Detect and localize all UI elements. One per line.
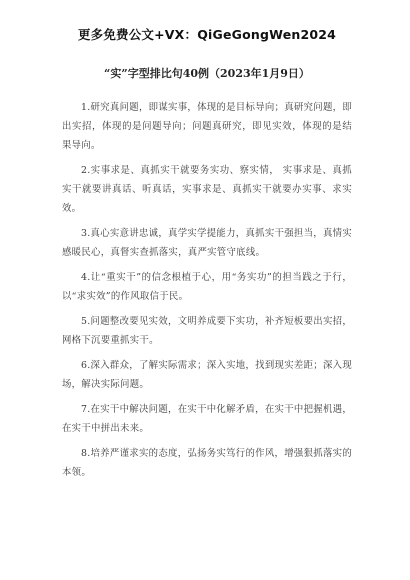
document-title: “实”字型排比句40例（2023年1月9日）: [104, 67, 310, 80]
header-banner: 更多免费公文+VX：QiGeGongWen2024: [77, 27, 337, 42]
list-item: 6.深入群众，了解实际需求；深入实地，找到现实差距；深入现场，解决实际问题。: [62, 360, 352, 390]
list-item: 8.培养严谨求实的态度，弘扬务实笃行的作风，增强狠抓落实的本领。: [62, 448, 352, 478]
list-item: 3.真心实意讲忠诚，真学实学提能力，真抓实干强担当，真情实感暖民心，真督实查抓落实，真严实管守底线。: [62, 228, 352, 258]
list-item: 2.实事求是、真抓实干就要务实功、察实情， 实事求是、真抓实干就要讲真话、听真话，实事求是、真抓实干就要办实事、求实效。: [62, 165, 352, 214]
list-item: 4.让“重实干”的信念根植于心，用“务实功”的担当践之于行，以“求实效”的作风取信于民。: [62, 272, 352, 302]
item-list: [62, 98, 352, 482]
list-item: 7.在实干中解决问题，在实干中化解矛盾，在实干中把握机遇，在实干中拼出未来。: [62, 404, 352, 434]
list-item: 1.研究真问题，即谋实事，体现的是目标导向；真研究问题，即出实招，体现的是问题导向；问题真研究，即见实效，体现的是结果导向。: [62, 102, 352, 151]
list-item: 5.问题整改要见实效，文明养成要下实功，补齐短板要出实招，网格下沉要重抓实干。: [62, 316, 352, 346]
